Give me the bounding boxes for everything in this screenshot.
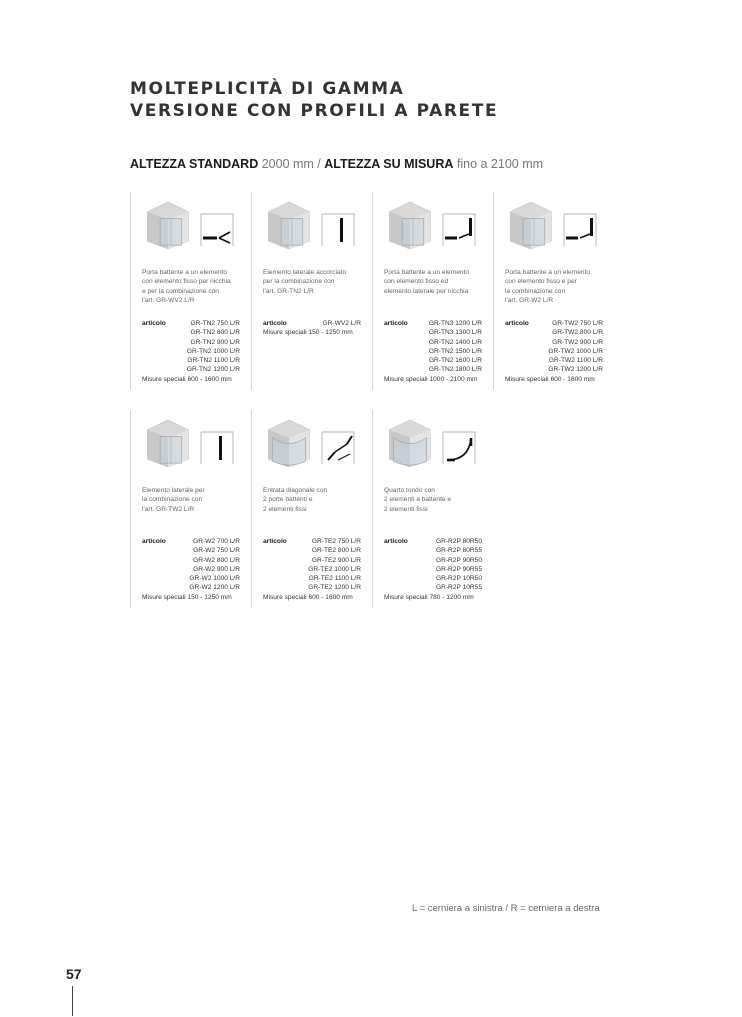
product-card — [251, 410, 369, 608]
product-description — [263, 268, 369, 296]
description-line: Elemento laterale per — [142, 487, 205, 494]
description-line: Porta battente a un elemento — [384, 269, 470, 276]
article-code: GR-W2 1200 L/R — [189, 584, 240, 592]
floor-plan-diagram — [562, 212, 598, 248]
special-sizes: Misure speciali 600 - 1600 mm — [263, 593, 353, 601]
product-description — [142, 268, 248, 305]
description-line: 2 elementi a battente e — [384, 496, 452, 504]
floor-plan-diagram — [441, 212, 477, 248]
articolo-label: articolo — [263, 320, 287, 327]
product-description — [505, 268, 611, 305]
special-sizes: Misure speciali 600 - 1600 mm — [505, 375, 595, 383]
articolo-label: articolo — [384, 320, 408, 327]
title-line-1: MOLTEPLICITÀ DI GAMMA — [130, 79, 405, 99]
article-code: GR-TE2 750 L/R — [311, 538, 361, 545]
article-code: GR-W2 700 L/R — [193, 538, 240, 545]
description-line: Porta battente a un elemento — [142, 269, 228, 276]
article-code: GR-W2 1000 L/R — [189, 575, 240, 583]
article-code: GR-W2 800 L/R — [193, 556, 240, 564]
description-line: la combinazione con — [505, 287, 566, 295]
title-line-2: VERSIONE CON PROFILI A PARETE — [130, 101, 499, 121]
product-card — [251, 192, 369, 390]
floor-plan-diagram — [441, 430, 477, 466]
page-number: 57 — [66, 966, 82, 982]
product-card — [372, 192, 490, 390]
article-code: GR-TN2 1100 L/R — [187, 357, 240, 365]
description-line: l'art. GR-TW2 L/R — [142, 505, 195, 513]
special-sizes: Misure speciali 600 - 1600 mm — [142, 375, 232, 383]
article-code: GR-R2P 80R50 — [435, 538, 482, 545]
article-codes — [436, 537, 482, 593]
hinge-legend: L = cerniera a sinistra / R = cerniera a destra — [412, 903, 600, 914]
description-line: l'art. GR-W2 L/R — [505, 296, 554, 304]
description-line: l'art. GR-TN2 L/R — [263, 287, 314, 295]
shower-enclosure-illustration — [143, 198, 193, 253]
shower-enclosure-illustration — [264, 416, 314, 471]
article-code: GR-TE2 1200 L/R — [308, 584, 361, 592]
article-code: GR-TN3 1200 L/R — [428, 320, 482, 327]
article-codes — [189, 537, 240, 593]
product-card — [130, 410, 248, 608]
article-code: GR-R2P 80R55 — [435, 547, 482, 555]
description-line: con elemento fisso e per — [505, 278, 577, 286]
article-code: GR-TN2 900 L/R — [190, 338, 240, 346]
product-description — [384, 268, 490, 296]
description-line: con elemento fisso ed — [384, 278, 449, 286]
articolo-label: articolo — [142, 538, 166, 545]
shower-enclosure-illustration — [143, 416, 193, 471]
special-sizes: Misure speciali 1000 - 2100 mm — [384, 375, 478, 383]
article-codes — [323, 319, 361, 328]
product-description — [142, 486, 248, 514]
floor-plan-diagram — [320, 430, 356, 466]
article-code: GR-W2 900 L/R — [193, 565, 240, 573]
page-title — [130, 78, 498, 122]
special-sizes: Misure speciali 150 - 1250 mm — [142, 593, 232, 601]
shower-enclosure-illustration — [385, 416, 435, 471]
product-card — [493, 192, 611, 390]
description-line: Entrata diagonale con — [263, 487, 328, 494]
description-line: e per la combinazione con — [142, 287, 219, 295]
articolo-label: articolo — [142, 320, 166, 327]
article-code: GR-TW2 900 L/R — [552, 338, 603, 346]
product-card — [372, 410, 490, 608]
article-code: GR-TN2 1800 L/R — [428, 366, 482, 374]
article-code: GR-TN2 1000 L/R — [186, 347, 240, 355]
floor-plan-diagram — [199, 212, 235, 248]
article-code: GR-TE2 1100 L/R — [308, 575, 361, 583]
article-code: GR-TW2 800 L/R — [552, 329, 603, 337]
article-code: GR-TE2 900 L/R — [311, 556, 361, 564]
article-codes — [187, 319, 240, 375]
standard-height-value: 2000 mm / — [258, 157, 325, 171]
article-code: GR-TE2 1000 L/R — [308, 565, 361, 573]
article-code: GR-TE2 800 L/R — [311, 547, 361, 555]
standard-height-label: ALTEZZA STANDARD — [130, 157, 259, 171]
article-code: GR-TN2 1400 L/R — [428, 338, 482, 346]
article-code: GR-TN2 1500 L/R — [428, 347, 482, 355]
product-description — [263, 486, 369, 514]
article-code: GR-TW2 750 L/R — [552, 320, 603, 327]
article-code: GR-TN2 1600 L/R — [428, 357, 482, 365]
article-code: GR-WV2 L/R — [322, 320, 361, 327]
articolo-label: articolo — [505, 320, 529, 327]
custom-height-label: ALTEZZA SU MISURA — [324, 157, 454, 171]
shower-enclosure-illustration — [506, 198, 556, 253]
special-sizes: Misure speciali 780 - 1200 mm — [384, 593, 474, 601]
description-line: 2 elementi fissi — [384, 505, 428, 513]
description-line: la combinazione con — [142, 496, 203, 504]
article-code: GR-TW2 1000 L/R — [548, 347, 603, 355]
article-code: GR-R2P 90R55 — [435, 565, 482, 573]
description-line: Quarto tondo con — [384, 487, 435, 494]
article-code: GR-R2P 10R50 — [435, 575, 482, 583]
floor-plan-diagram — [199, 430, 235, 466]
articolo-label: articolo — [263, 538, 287, 545]
article-code: GR-TN2 800 L/R — [190, 329, 240, 337]
article-codes — [308, 537, 361, 593]
description-line: 2 porte battenti e — [263, 496, 313, 504]
height-subtitle — [130, 157, 543, 171]
article-code: GR-W2 750 L/R — [193, 547, 240, 555]
description-line: 2 elementi fissi — [263, 505, 307, 513]
floor-plan-diagram — [320, 212, 356, 248]
article-code: GR-TW2 1200 L/R — [548, 366, 603, 374]
special-sizes: Misure speciali 150 - 1250 mm — [263, 329, 353, 337]
article-code: GR-TN3 1300 L/R — [428, 329, 482, 337]
article-code: GR-TW2 1100 L/R — [548, 357, 603, 365]
article-code: GR-TN2 1200 L/R — [186, 366, 240, 374]
page-number-bar — [72, 986, 73, 1016]
product-card — [130, 192, 248, 390]
article-code: GR-TN2 750 L/R — [190, 320, 240, 327]
shower-enclosure-illustration — [385, 198, 435, 253]
description-line: Porta battente a un elemento — [505, 269, 591, 276]
articolo-label: articolo — [384, 538, 408, 545]
product-description — [384, 486, 490, 514]
article-code: GR-R2P 10R55 — [435, 584, 482, 592]
article-codes — [548, 319, 603, 375]
description-line: per la combinazione con — [263, 278, 335, 286]
description-line: elemento laterale per nicchia — [384, 287, 469, 295]
shower-enclosure-illustration — [264, 198, 314, 253]
article-codes — [429, 319, 482, 375]
description-line: l'art. GR-WV2 L/R — [142, 296, 195, 304]
description-line: Elemento laterale accorciato — [263, 269, 347, 276]
description-line: con elemento fisso per nicchia — [142, 278, 231, 286]
custom-height-value: fino a 2100 mm — [453, 157, 544, 171]
article-code: GR-R2P 90R50 — [435, 556, 482, 564]
